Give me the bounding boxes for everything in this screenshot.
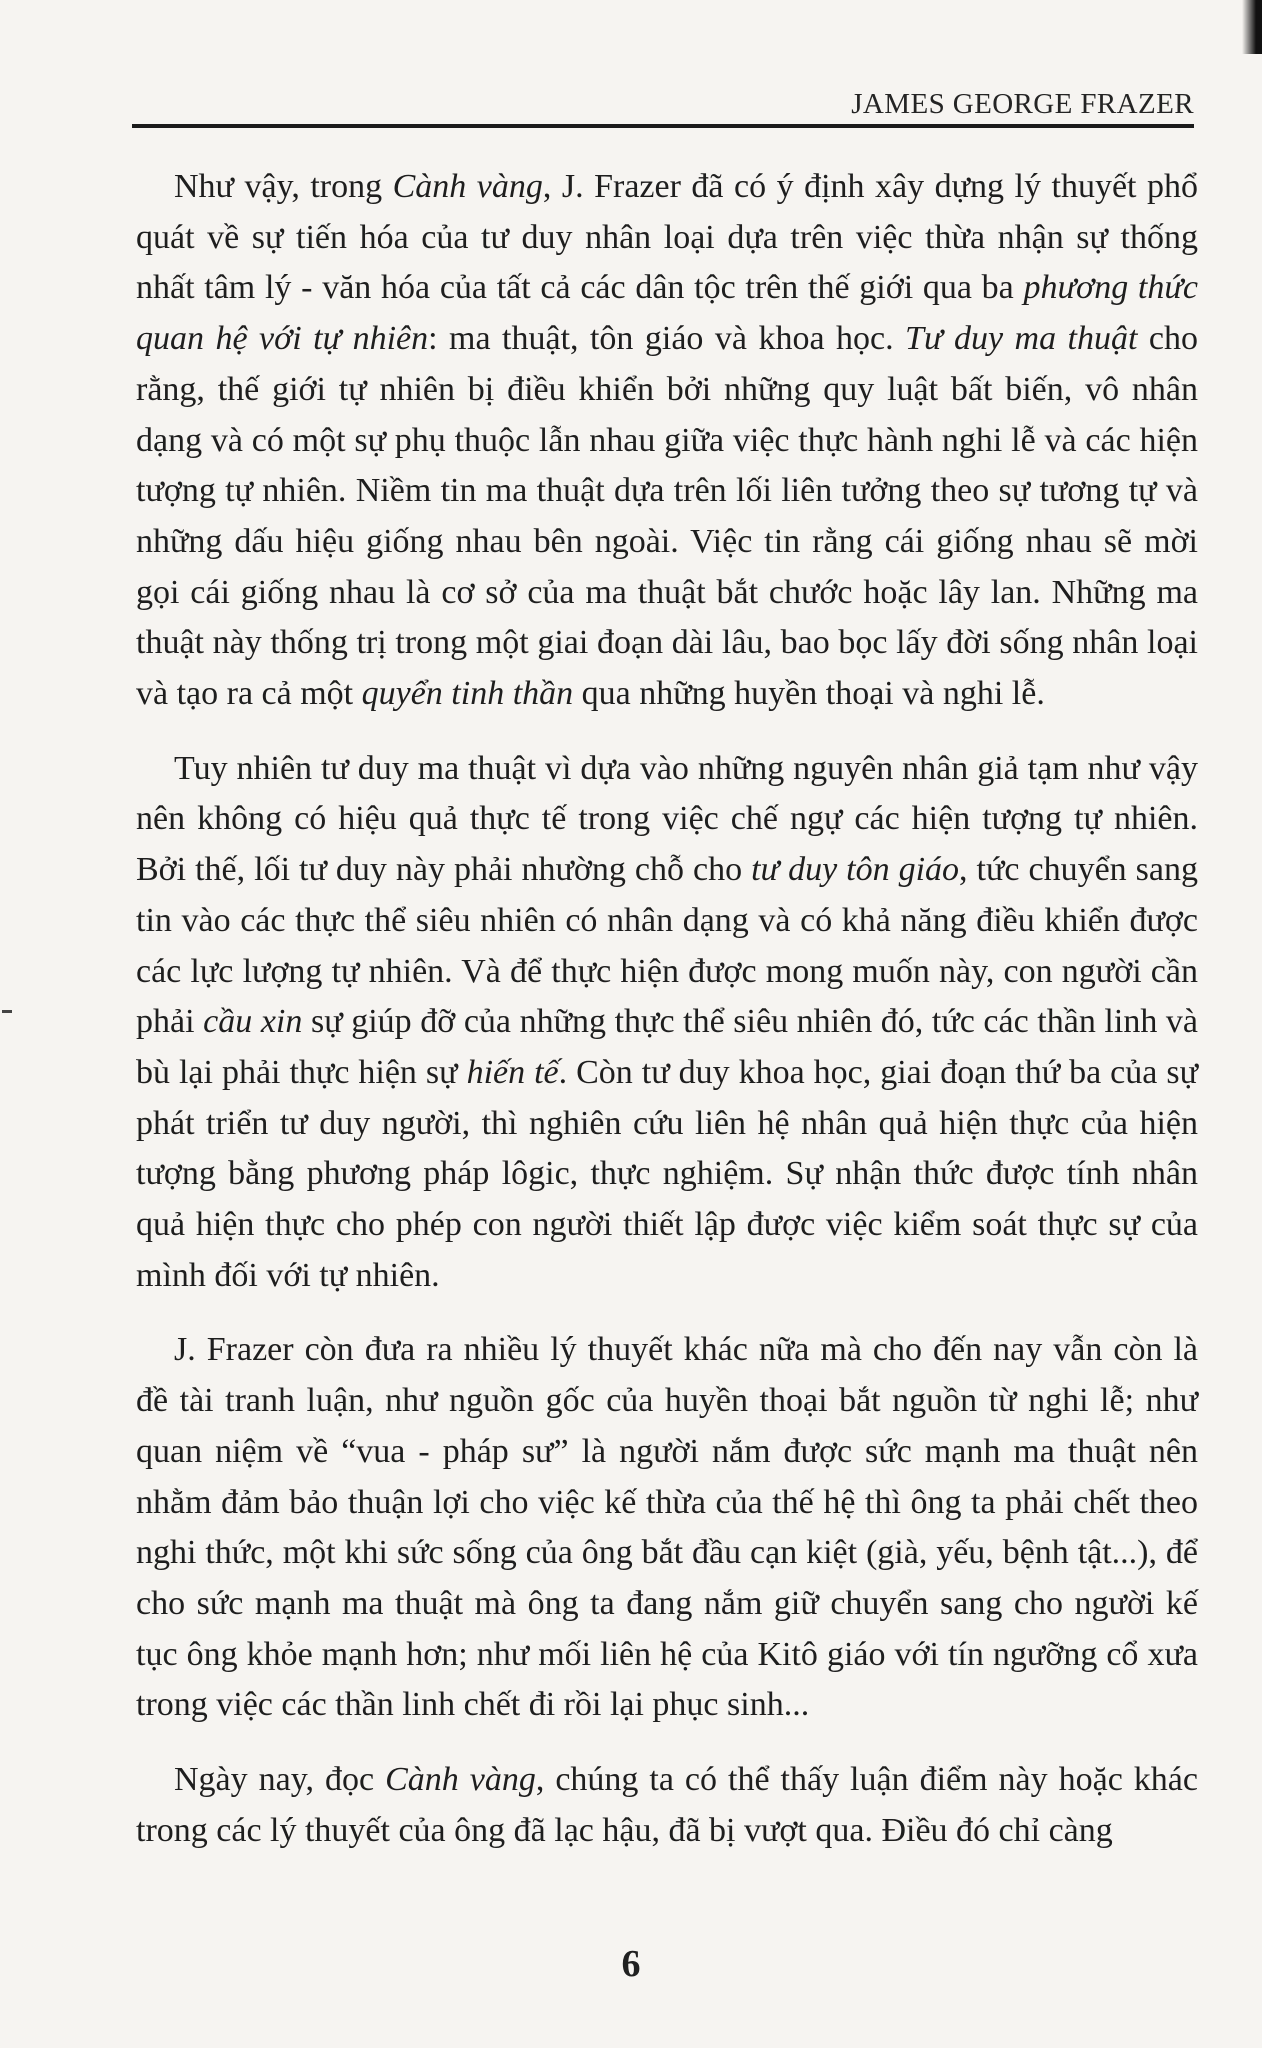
text-run: cho rằng, thế giới tự nhiên bị điều khiển bởi những quy luật bất biến, vô nhân dạng và có một sự phụ thuộc lẫn nhau giữa việc thực hành nghi lễ và các hiện tượng tự nhiên. Niềm tin ma thuật dựa trên lối liên tưởng theo sự tương tự và những dấu hiệu giống nhau bên ngoài. Việc tin rằng cái giống nhau sẽ mời gọi cái giống nhau là cơ sở của ma thuật bắt chước hoặc lây lan. Những ma thuật này thống trị trong một giai đoạn dài lâu, bao bọc lấy đời sống nhân loại và tạo ra cả một xyxy=(136,320,1198,713)
running-header: JAMES GEORGE FRAZER xyxy=(851,88,1194,120)
italic-run: phương thức quan hệ với tự nhiên xyxy=(136,269,1198,358)
body-text xyxy=(136,162,1198,1881)
page-number: 6 xyxy=(621,1943,641,1985)
header-rule xyxy=(132,124,1194,128)
text-run: . Còn tư duy khoa học, giai đoạn thứ ba của sự phát triển tư duy người, thì nghiên cứu liên hệ nhân quả hiện thực của hiện tượng bằng phương pháp lôgic, thực nghiệm. Sự nhận thức được tính nhân quả hiện thực cho phép con người thiết lập được việc kiểm soát thực sự của mình đối với tự nhiên. xyxy=(136,1053,1198,1294)
text-run: qua những huyền thoại và nghi lễ. xyxy=(573,675,1045,713)
paragraph xyxy=(136,1755,1198,1856)
paragraph xyxy=(136,1325,1198,1731)
italic-run: quyển tinh thần xyxy=(361,675,574,713)
text-run: Ngày nay, đọc xyxy=(174,1761,386,1799)
italic-run: Tư duy ma thuật xyxy=(905,320,1138,358)
page-edge-shadow xyxy=(1242,0,1262,54)
text-run: : ma thuật, tôn giáo và khoa học. xyxy=(428,320,906,358)
text-run: sự giúp đỡ của những thực thể siêu nhiên đó, tức các thần linh và bù lại phải thực hiện sự xyxy=(136,1003,1198,1091)
margin-mark xyxy=(2,1010,12,1013)
italic-run: tư duy tôn giáo xyxy=(751,851,960,889)
text-run: , tức chuyển sang tin vào các thực thể siêu nhiên có nhân dạng và có khả năng điều khiển được các lực lượng tự nhiên. Và để thực hiện được mong muốn này, con người cần phải xyxy=(136,851,1199,1041)
italic-run: Cành vàng xyxy=(392,168,543,205)
paragraph xyxy=(136,162,1198,720)
text-run: Như vậy, trong xyxy=(174,168,393,205)
text-run: , J. Frazer đã có ý định xây dựng lý thuyết phổ quát về sự tiến hóa của tư duy nhân loại dựa trên việc thừa nhận sự thống nhất tâm lý - văn hóa của tất cả các dân tộc trên thế giới qua ba xyxy=(136,168,1198,307)
italic-run: cầu xin xyxy=(203,1003,303,1041)
italic-run: hiến tế xyxy=(466,1053,559,1091)
text-run: J. Frazer còn đưa ra nhiều lý thuyết khác nữa mà cho đến nay vẫn còn là đề tài tranh luận, như nguồn gốc của huyền thoại bắt nguồn từ nghi lễ; như quan niệm về “vua - pháp sư” là người nắm được sức mạnh ma thuật nên nhằm đảm bảo thuận lợi cho việc kế thừa của thế hệ thì ông ta phải chết theo nghi thức, một khi sức sống của ông bắt đầu cạn kiệt (già, yếu, bệnh tật...), để cho sức mạnh ma thuật mà ông ta đang nắm giữ chuyển sang cho người kế tục ông khỏe mạnh hơn; như mối liên hệ của Kitô giáo với tín ngưỡng cổ xưa trong việc các thần linh chết đi rồi lại phục sinh... xyxy=(136,1331,1198,1724)
italic-run: Cành vàng xyxy=(385,1761,536,1799)
text-run: Tuy nhiên tư duy ma thuật vì dựa vào những nguyên nhân giả tạm như vậy nên không có hiệu quả thực tế trong việc chế ngự các hiện tượng tự nhiên. Bởi thế, lối tư duy này phải nhường chỗ cho xyxy=(136,749,1198,889)
paragraph xyxy=(136,744,1198,1302)
text-run: , chúng ta có thể thấy luận điểm này hoặc khác trong các lý thuyết của ông đã lạc hậu, đã bị vượt qua. Điều đó chỉ càng xyxy=(136,1761,1198,1849)
